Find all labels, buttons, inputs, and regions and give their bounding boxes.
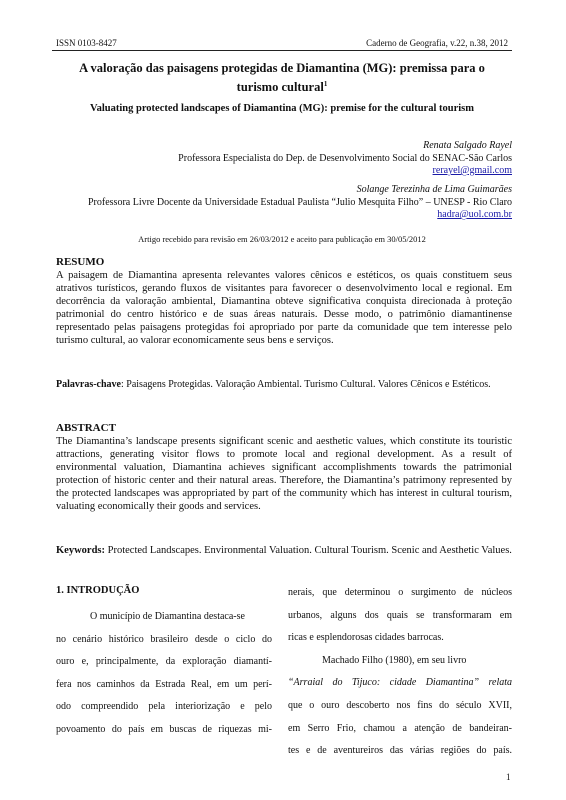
text-line: ricas e esplendorosas cidades barrocas. — [288, 632, 444, 644]
text-line: povoamento do país em buscas de riquezas mi- — [56, 723, 272, 735]
resumo-text: A paisagem de Diamantina apresenta relevantes valores cênicos e estéticos, os quais constituem seus atrativos turísticos, gerando fluxos de visitantes para favorecer o desenvolvimento local e regional. Em decorrência da valoração ambiental, Diamantina obteve significativa conquista direcionada à proteção patrimonial do centro histórico e de suas áreas naturais. Desse modo, o patrimônio diamantinense representado pelas paisagens protegidas foi apropriado por parte da comunidade que tem interesse pelo turismo cultural, ao valorar economicamente seus bens e serviços. — [56, 270, 512, 346]
page-number: 1 — [506, 772, 511, 782]
resumo-heading: RESUMO — [56, 256, 105, 268]
received-note: Artigo recebido para revisão em 26/03/2012 e aceito para publicação em 30/05/2012 — [138, 234, 426, 244]
title-footnote-mark: 1 — [323, 80, 328, 88]
english-title: Valuating protected landscapes of Diamantina (MG): premise for the cultural tourism — [89, 103, 474, 114]
author-email-link[interactable]: hadra@uol.com.br — [437, 209, 512, 220]
title-line-2 — [56, 76, 508, 95]
abstract-heading: ABSTRACT — [56, 422, 116, 434]
article-title — [56, 60, 508, 95]
palavras-chave — [56, 378, 512, 391]
author-block-1 — [178, 140, 512, 178]
author-affiliation: Professora Livre Docente da Universidade Estadual Paulista “Julio Mesquita Filho” – UNESP - Rio Claro — [88, 196, 512, 208]
intro-right-column — [288, 582, 512, 763]
resumo-section — [56, 256, 512, 347]
palavras-chave-label: Palavras-chave — [56, 379, 121, 390]
text-line: em Serro Frio, chamou a atenção de bandeiran- — [288, 722, 512, 734]
text-line: que o ouro descoberto nos fins do século XVII, — [288, 699, 512, 711]
text-line: odo compreendido pela interiorização e pelo — [56, 701, 272, 713]
keywords-text: Protected Landscapes. Environmental Valuation. Cultural Tourism. Scenic and Aesthetic Values. — [105, 545, 512, 556]
section-heading-introducao: 1. INTRODUÇÃO — [56, 585, 140, 596]
author-email-link[interactable]: rerayel@gmail.com — [432, 165, 512, 176]
author-name: Solange Terezinha de Lima Guimarães — [356, 184, 512, 195]
keywords — [56, 544, 512, 557]
text-line: tes e de aventureiros das várias regiões do país. — [288, 745, 512, 757]
title-line-1: A valoração das paisagens protegidas de Diamantina (MG): premissa para o — [79, 61, 485, 75]
abstract-section — [56, 422, 512, 513]
text-line: O município de Diamantina destaca-se — [90, 611, 245, 622]
author-affiliation: Professora Especialista do Dep. de Desenvolvimento Social do SENAC-São Carlos — [178, 152, 512, 164]
intro-left-column — [56, 606, 272, 742]
text-line: urbanos, alguns dos quais se transformaram em — [288, 609, 512, 621]
author-name: Renata Salgado Rayel — [423, 140, 512, 151]
author-block-2 — [88, 184, 512, 222]
abstract-text: The Diamantina’s landscape presents significant scenic and aesthetic values, which constitute its touristic attractions, generating visitor flows to promote local and regional development. As a result of environmental valuation, Diamantina achieves significant accomplishments towards the patrimonial protection of historic center and their natural areas. Therefore, the Diamantina’s patrimony represented by the protected landscapes was appropriated by part of the community which has interest in cultural tourism, valuating economically their goods and services. — [56, 436, 512, 512]
text-line: Machado Filho (1980), em seu livro — [322, 654, 467, 666]
text-line: no cenário histórico brasileiro desde o ciclo do — [56, 633, 272, 645]
header-rule — [52, 50, 512, 51]
keywords-label: Keywords: — [56, 545, 105, 556]
text-line: “Arraial do Tijuco: cidade Diamantina” relata — [288, 677, 512, 689]
palavras-chave-text: : Paisagens Protegidas. Valoração Ambiental. Turismo Cultural. Valores Cênicos e Estéticos. — [121, 379, 491, 390]
text-line: ouro e, principalmente, da exploração diamantí- — [56, 656, 272, 668]
issn-text: ISSN 0103-8427 — [56, 38, 117, 48]
title-line-2-text: turismo cultural — [236, 80, 324, 95]
text-line: nerais, que determinou o surgimento de núcleos — [288, 587, 512, 598]
text-line: fera nos caminhos da Estrada Real, em um perí- — [56, 678, 272, 690]
journal-citation: Caderno de Geografia, v.22, n.38, 2012 — [366, 38, 508, 48]
